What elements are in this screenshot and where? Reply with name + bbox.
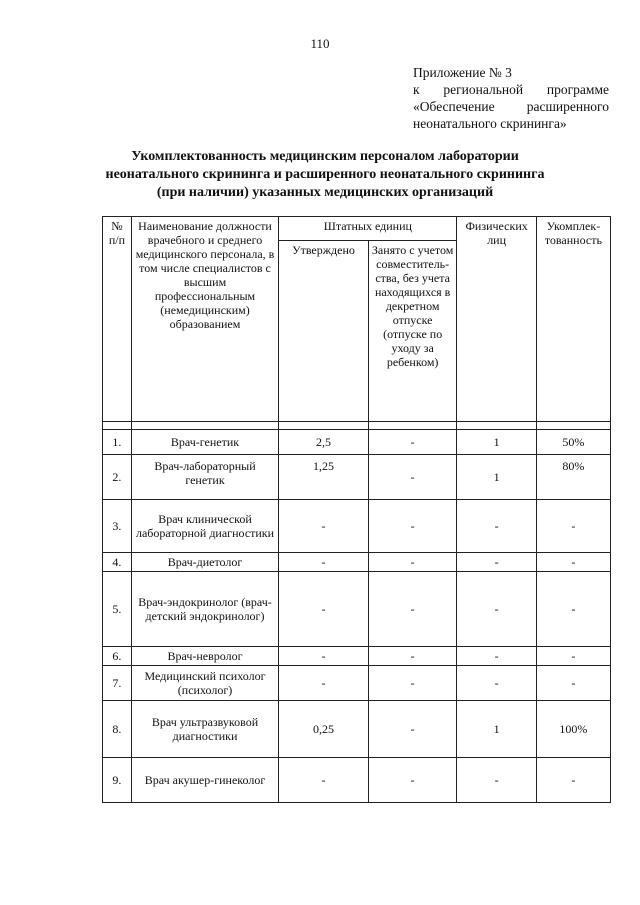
row-completeness: 80% — [536, 455, 610, 500]
appendix-note — [413, 64, 609, 132]
row-physical: - — [457, 553, 536, 572]
row-occupied: - — [368, 666, 457, 701]
table-row — [103, 500, 611, 553]
row-physical: 1 — [457, 701, 536, 758]
row-physical: - — [457, 500, 536, 553]
row-completeness: 100% — [536, 701, 610, 758]
row-completeness: - — [536, 500, 610, 553]
title-line-3: (при наличии) указанных медицинских организаций — [156, 185, 494, 200]
header-staff-units: Штатных единиц — [279, 217, 457, 241]
row-approved: - — [279, 553, 369, 572]
row-physical: - — [457, 572, 536, 647]
row-num: 6. — [103, 647, 132, 666]
row-num: 9. — [103, 758, 132, 803]
row-completeness: - — [536, 647, 610, 666]
row-num: 1. — [103, 430, 132, 455]
row-completeness: - — [536, 572, 610, 647]
page-number: 110 — [310, 36, 330, 51]
row-completeness: - — [536, 553, 610, 572]
row-physical: 1 — [457, 430, 536, 455]
row-occupied: - — [368, 553, 457, 572]
header-physical-persons: Физических лиц — [457, 217, 536, 422]
row-num: 8. — [103, 701, 132, 758]
row-occupied: - — [368, 758, 457, 803]
row-position: Врач-диетолог — [131, 553, 278, 572]
row-approved: - — [279, 572, 369, 647]
table-row — [103, 455, 611, 500]
spacer-row — [103, 422, 611, 430]
row-approved: 1,25 — [279, 455, 369, 500]
title-line-1: Укомплектованность медицинским персоналом лаборатории — [131, 149, 519, 164]
row-position: Врач-эндокринолог (врач-детский эндокринолог) — [131, 572, 278, 647]
row-completeness: - — [536, 666, 610, 701]
row-num: 3. — [103, 500, 132, 553]
row-approved: - — [279, 647, 369, 666]
table-row — [103, 701, 611, 758]
title-line-2: неонатального скрининга и расширенного неонатального скрининга — [105, 167, 545, 182]
row-num: 4. — [103, 553, 132, 572]
row-position: Врач-невролог — [131, 647, 278, 666]
row-physical: - — [457, 758, 536, 803]
header-completeness: Укомплек- тованность — [536, 217, 610, 422]
table-row — [103, 572, 611, 647]
row-position: Врач-лабораторный генетик — [131, 455, 278, 500]
row-completeness: - — [536, 758, 610, 803]
row-physical: - — [457, 666, 536, 701]
appendix-program-name-line2: неонатального скрининга» — [413, 116, 567, 131]
row-position: Врач акушер-гинеколог — [131, 758, 278, 803]
row-occupied: - — [368, 500, 457, 553]
table-row — [103, 666, 611, 701]
header-num: № п/п — [103, 217, 132, 422]
row-approved: - — [279, 758, 369, 803]
table-row — [103, 758, 611, 803]
header-position: Наименование должности врачебного и среднего медицинского персонала, в том числе специалистов с высшим профессиональным (немедицинским) образованием — [131, 217, 278, 422]
row-occupied: - — [368, 455, 457, 500]
appendix-program-name-line1: «Обеспечение расширенного — [413, 99, 609, 114]
row-occupied: - — [368, 647, 457, 666]
row-approved: - — [279, 666, 369, 701]
table-row — [103, 430, 611, 455]
appendix-program-line: к региональной программе — [413, 82, 609, 97]
table-row — [103, 647, 611, 666]
row-num: 2. — [103, 455, 132, 500]
row-position: Врач ультразвуковой диагностики — [131, 701, 278, 758]
staffing-table — [102, 216, 611, 803]
row-occupied: - — [368, 701, 457, 758]
row-approved: - — [279, 500, 369, 553]
row-approved: 2,5 — [279, 430, 369, 455]
table-row — [103, 553, 611, 572]
row-num: 5. — [103, 572, 132, 647]
row-completeness: 50% — [536, 430, 610, 455]
header-occupied: Занято с учетом совместитель- ства, без учета находящихся в декретном отпуске (отпуске по уходу за ребенком) — [368, 241, 457, 422]
row-physical: - — [457, 647, 536, 666]
row-num: 7. — [103, 666, 132, 701]
appendix-number: Приложение № 3 — [413, 65, 512, 80]
row-occupied: - — [368, 572, 457, 647]
row-position: Врач-генетик — [131, 430, 278, 455]
header-approved: Утверждено — [279, 241, 369, 422]
row-physical: 1 — [457, 455, 536, 500]
document-title — [90, 148, 560, 202]
row-occupied: - — [368, 430, 457, 455]
row-position: Медицинский психолог (психолог) — [131, 666, 278, 701]
row-approved: 0,25 — [279, 701, 369, 758]
row-position: Врач клинической лабораторной диагностики — [131, 500, 278, 553]
